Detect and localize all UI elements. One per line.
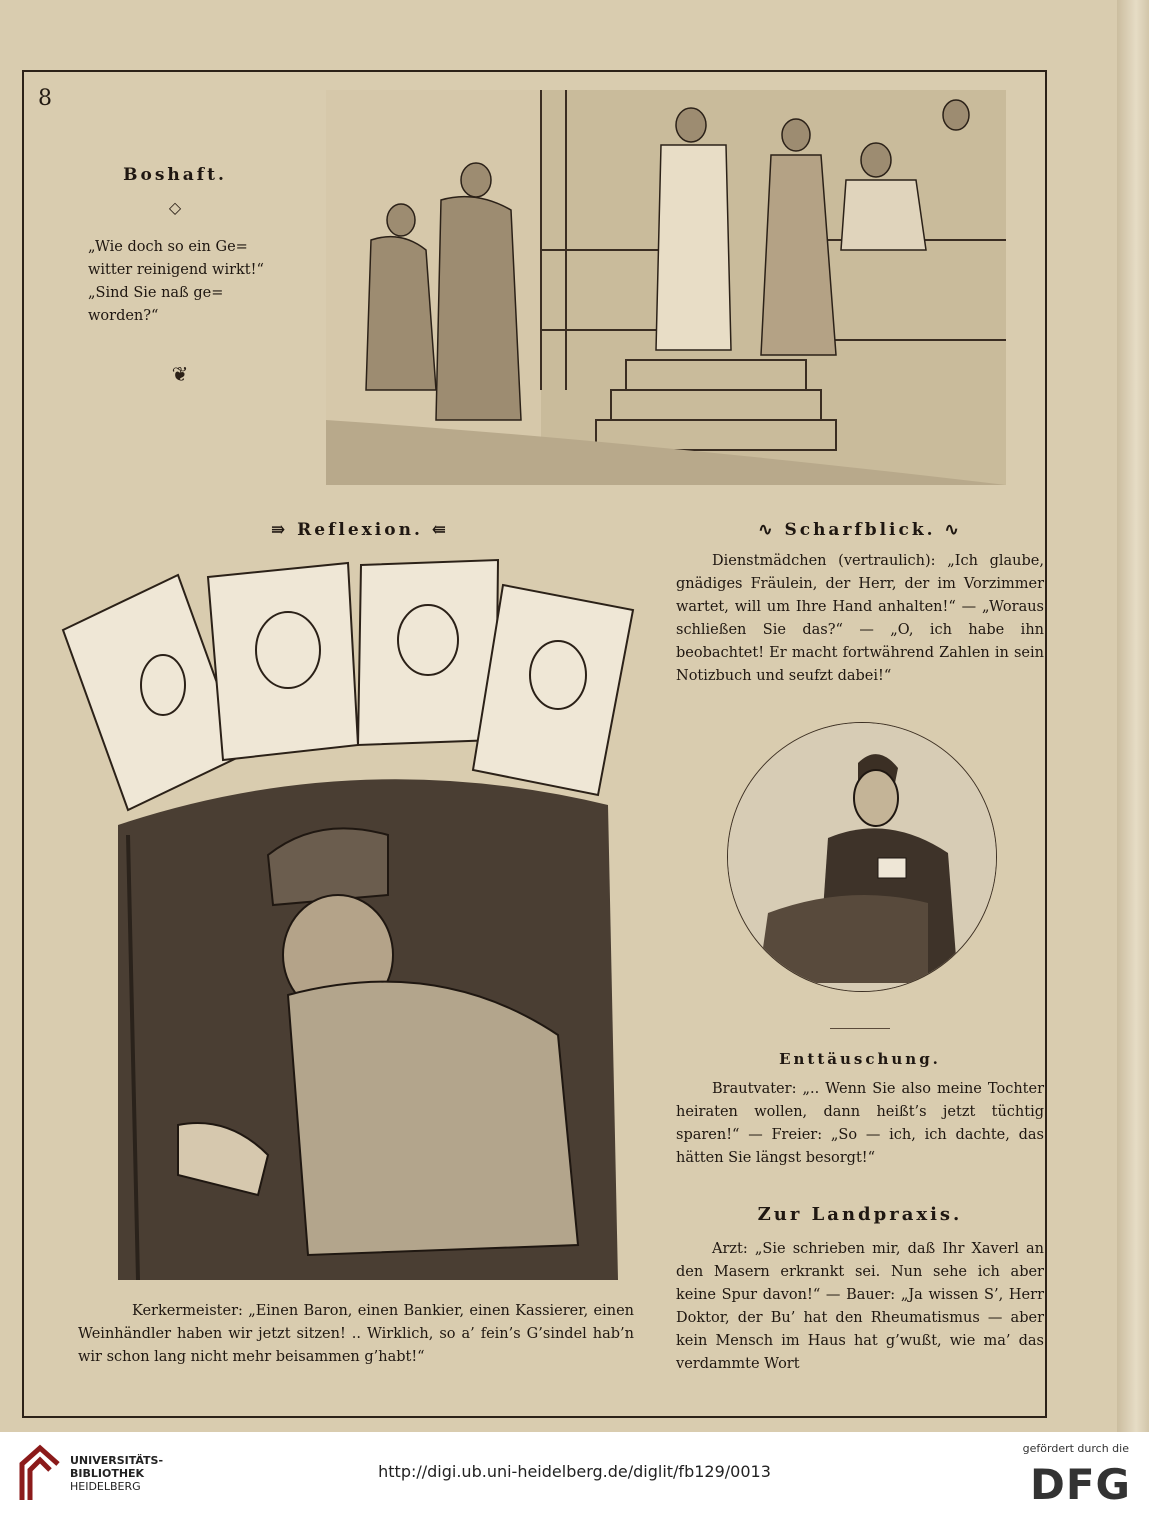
- scharfblick-text: Dienstmädchen (vertraulich): „Ich glaube, gnädiges Fräulein, der Herr, der im Vorzimmer wartet, will um Ihre Hand anhalten!“ — „Woraus schließen Sie das?“ — „O, ich habe ihn beobachtet! Er macht fortwährend Zahlen in sein Notizbuch und seufzt dabei!“: [676, 553, 1044, 684]
- ornament-left-icon: ⇛: [270, 520, 289, 540]
- ornament-right-icon: ⇚: [431, 520, 450, 540]
- landpraxis-title: Zur Landpraxis.: [757, 1204, 963, 1225]
- ornament-flourish-icon: ❦: [171, 362, 189, 386]
- reflexion-caption: Kerkermeister: „Einen Baron, einen Bankier, einen Kassierer, einen Weinhändler haben wir jetzt sitzen! .. Wirklich, so a’ fein’s G’sindel hab’n wir schon lang nicht mehr beisammen g’habt!“: [78, 1303, 634, 1365]
- boshaft-line-1: „Wie doch so ein Ge=: [88, 239, 248, 255]
- digitization-footer: [0, 1432, 1149, 1516]
- boshaft-line-2: witter reinigend wirkt!“: [88, 262, 264, 278]
- reflexion-title: [230, 520, 490, 540]
- ornament-left-icon: ∿: [758, 520, 776, 540]
- scharfblick-title: [730, 520, 990, 540]
- funding-note: gefördert durch die: [1022, 1442, 1129, 1455]
- reflexion-title-text: Reflexion.: [297, 520, 423, 540]
- boshaft-line-4: worden?“: [88, 308, 159, 324]
- ornament-diamond-icon: ◇: [168, 198, 182, 217]
- landpraxis-text: Arzt: „Sie schrieben mir, daß Ihr Xaverl an den Masern erkrankt sei. Nun sehe ich aber keine Spur davon!“ — Bauer: „Ja wissen S’, Herr Doktor, der Bu’ hat den Rheumatismus — aber kein Mensch im Haus hat g’wußt, wie ma’ das verdammte Wort: [676, 1241, 1044, 1372]
- boshaft-text: [88, 236, 276, 328]
- boshaft-line-3: „Sind Sie naß ge=: [88, 285, 224, 301]
- page-edge: [1117, 0, 1149, 1432]
- reflexion-illustration: [58, 555, 650, 1280]
- boshaft-title: Boshaft.: [123, 165, 227, 185]
- source-url-link[interactable]: http://digi.ub.uni-heidelberg.de/diglit/fb129/0013: [378, 1462, 771, 1481]
- enttaeuschung-text: Brautvater: „.. Wenn Sie also meine Tochter heiraten wollen, dann heißt’s jetzt tüchtig sparen!“ — Freier: „So — ich, ich dachte, das hätten Sie längst besorgt!“: [676, 1081, 1044, 1166]
- scharfblick-illustration: [727, 722, 997, 992]
- page-number: 8: [38, 86, 52, 111]
- dfg-logo: DFG: [1029, 1460, 1131, 1509]
- scharfblick-title-text: Scharfblick.: [784, 520, 936, 540]
- separator-rule: [830, 1028, 890, 1029]
- library-name-line-3: HEIDELBERG: [70, 1480, 141, 1493]
- library-name-line-1: UNIVERSITÄTS-: [70, 1454, 164, 1467]
- enttaeuschung-title: Enttäuschung.: [779, 1050, 941, 1068]
- library-name-line-2: BIBLIOTHEK: [70, 1467, 145, 1480]
- ornament-right-icon: ∿: [944, 520, 962, 540]
- boshaft-illustration: [326, 90, 1006, 485]
